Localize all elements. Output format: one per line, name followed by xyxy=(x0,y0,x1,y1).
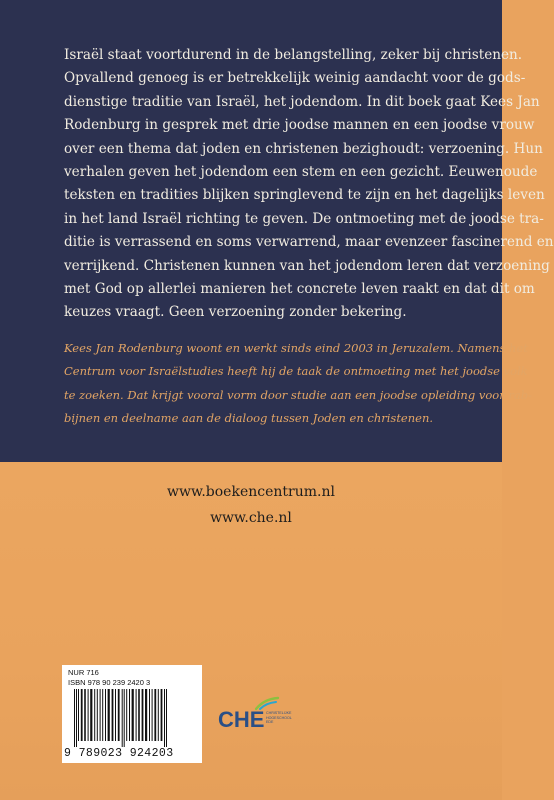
bio-line: Kees Jan Rodenburg woont en werkt sinds eind 2003 in Jeruzalem. Namens het xyxy=(64,341,528,355)
nur-code: NUR 716 xyxy=(68,668,99,677)
bio-line: Centrum voor Israëlstudies heeft hij de taak de ontmoeting met het joodse volk xyxy=(64,364,528,379)
blurb-line: Israël staat voortdurend in de belangstelling, zeker bij christenen. xyxy=(64,47,523,63)
bio-line: te zoeken. Dat krijgt vooral vorm door studie aan een joodse opleiding voor rab- xyxy=(64,387,532,402)
blurb-line: in het land Israël richting te geven. De ontmoeting met de joodse tra- xyxy=(64,210,544,227)
barcode-bars xyxy=(72,689,198,747)
blurb-line: ditie is verrassend en soms verwarrend, maar evenzeer fascinerend en xyxy=(64,234,554,251)
book-blurb xyxy=(64,44,554,325)
che-wordmark: CHE xyxy=(218,707,265,732)
author-bio xyxy=(64,337,532,431)
blurb-line: Opvallend genoeg is er betrekkelijk weinig aandacht voor de gods- xyxy=(64,70,526,87)
blurb-line: met God op allerlei manieren het concrete leven raakt en dat dit om xyxy=(64,281,535,298)
bio-line: bijnen en deelname aan de dialoog tussen Joden en christenen. xyxy=(64,411,434,426)
blurb-line: teksten en tradities blijken springlevend te zijn en het dagelijks leven xyxy=(64,187,545,204)
blurb-line: verrijkend. Christenen kunnen van het jodendom leren dat verzoening xyxy=(64,257,550,274)
che-url: www.che.nl xyxy=(210,510,292,526)
barcode-label xyxy=(62,665,202,763)
blurb-line: keuzes vraagt. Geen verzoening zonder bekering. xyxy=(64,304,407,321)
che-logo xyxy=(218,697,308,741)
publisher-url: www.boekencentrum.nl xyxy=(167,484,335,500)
isbn-number: ISBN 978 90 239 2420 3 xyxy=(68,678,151,687)
che-logo-subtitle: CHRISTELIJKE HOGESCHOOL EDE xyxy=(266,711,292,725)
blurb-line: verhalen geven het jodendom een stem en een gezicht. Eeuwenoude xyxy=(64,164,538,181)
blurb-line: Rodenburg in gesprek met drie joodse mannen en een joodse vrouw xyxy=(64,117,535,134)
blurb-line: dienstige traditie van Israël, het jodendom. In dit boek gaat Kees Jan xyxy=(64,93,540,110)
blurb-line: over een thema dat joden en christenen bezighoudt: verzoening. Hun xyxy=(64,140,543,157)
barcode-digits: 9 789023 924203 xyxy=(64,747,174,760)
